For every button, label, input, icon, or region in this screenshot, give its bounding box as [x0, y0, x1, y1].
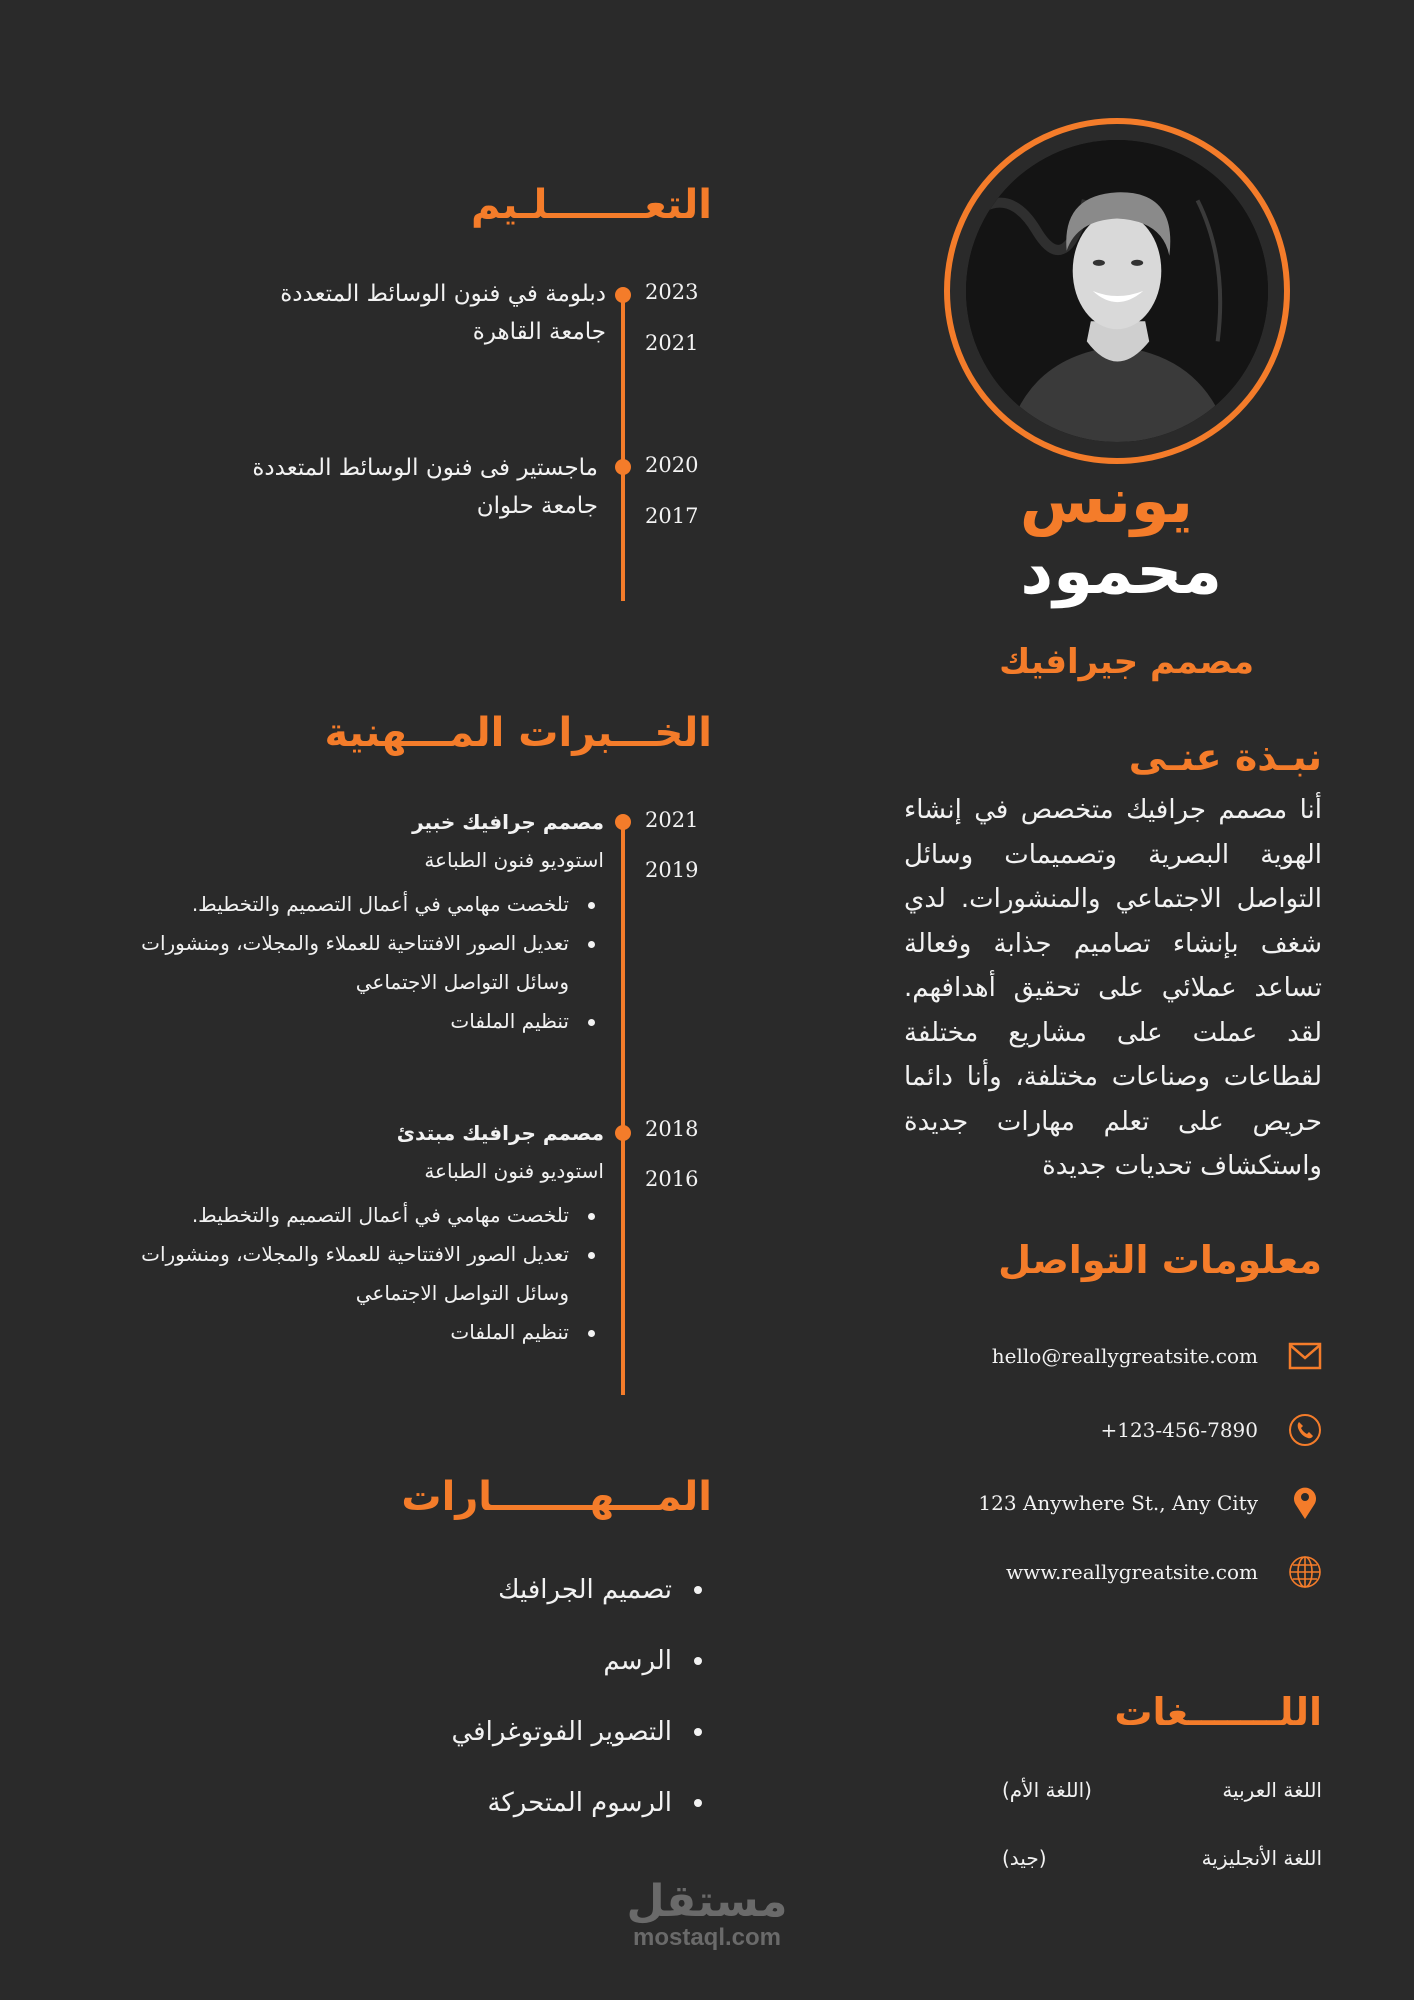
experience-company: استوديو فنون الطباعة	[424, 1159, 604, 1183]
task-item: تعديل الصور الافتتاحية للعملاء والمجلات، ومنشورات	[141, 1235, 569, 1274]
timeline-dot	[615, 814, 631, 830]
address-value: 123 Anywhere St., Any City	[978, 1491, 1258, 1515]
contact-website[interactable]	[922, 1552, 1322, 1592]
experience-heading: الخـــبرات المـــهنية	[324, 710, 712, 756]
contact-email[interactable]	[922, 1336, 1322, 1376]
mostaql-watermark	[620, 1876, 794, 1951]
watermark-arabic: مستقل	[626, 1876, 788, 1927]
task-item: تعديل الصور الافتتاحية للعملاء والمجلات، ومنشورات	[141, 924, 569, 963]
education-degree: ماجستير فى فنون الوسائط المتعددة	[252, 455, 598, 481]
last-name: محمود	[1020, 535, 1222, 609]
education-timeline	[621, 295, 625, 601]
first-name: يونس	[1019, 464, 1193, 537]
language-level: (جيد)	[1002, 1846, 1047, 1870]
person-silhouette-icon	[966, 140, 1268, 442]
website-value[interactable]: www.reallygreatsite.com	[1005, 1560, 1258, 1584]
contact-heading: معلومات التواصل	[998, 1238, 1322, 1282]
task-item: تنظيم الملفات	[141, 1313, 569, 1352]
language-item	[1002, 1778, 1322, 1802]
education-entry	[280, 275, 606, 351]
timeline-dot	[615, 1125, 631, 1141]
globe-icon	[1288, 1555, 1322, 1589]
experience-company: استوديو فنون الطباعة	[424, 848, 604, 872]
languages-heading: اللـــــــغات	[1114, 1690, 1322, 1734]
task-item: تنظيم الملفات	[141, 1002, 569, 1041]
timeline-dot	[615, 287, 631, 303]
task-item: تلخصت مهامي في أعمال التصميم والتخطيط.	[141, 885, 569, 924]
education-year-start: 2017	[645, 504, 699, 528]
skills-list	[452, 1570, 672, 1854]
experience-timeline	[621, 822, 625, 1395]
profile-photo	[966, 140, 1268, 442]
skill-item: التصوير الفوتوغرافي	[452, 1712, 672, 1783]
experience-year-start: 2016	[645, 1167, 699, 1191]
education-institution: جامعة حلوان	[476, 493, 598, 519]
experience-role: مصمم جرافيك خبير	[412, 810, 604, 834]
education-year-end: 2023	[645, 280, 699, 304]
job-title: مصمم جيرافيك	[999, 642, 1254, 682]
experience-tasks	[141, 1196, 569, 1352]
task-item-continued: وسائل التواصل الاجتماعي	[355, 970, 569, 994]
language-name: اللغة العربية	[1222, 1778, 1322, 1802]
contact-address	[922, 1483, 1322, 1523]
about-text: أنا مصمم جرافيك متخصص في إنشاء الهوية البصرية وتصميمات وسائل التواصل الاجتماعي والمنشورات. لدي شغف بإنشاء تصاميم جذابة وفعالة تساعد عملائي على تحقيق أهدافهم. لقد عملت على مشاريع مختلفة لقطاعات وصناعات مختلفة، وأنا دائما حريص على تعلم مهارات جديدة واستكشاف تحديات جديدة	[904, 795, 1322, 1181]
watermark-latin: mostaql.com	[632, 1924, 782, 1951]
language-item	[1002, 1846, 1322, 1870]
contact-phone[interactable]	[922, 1410, 1322, 1450]
experience-entry	[412, 803, 604, 879]
education-institution: جامعة القاهرة	[472, 319, 606, 345]
experience-year-start: 2019	[645, 858, 699, 882]
experience-role: مصمم جرافيك مبتدئ	[396, 1121, 604, 1145]
education-degree: دبلومة في فنون الوسائط المتعددة	[280, 281, 606, 307]
skills-heading: المـــهـــــــارات	[401, 1474, 712, 1520]
education-year-start: 2021	[645, 331, 699, 355]
skill-item: الرسم	[452, 1641, 672, 1712]
email-value[interactable]: hello@reallygreatsite.com	[991, 1344, 1258, 1368]
skill-item: تصميم الجرافيك	[452, 1570, 672, 1641]
language-level: (اللغة الأم)	[1002, 1778, 1092, 1802]
experience-year-end: 2018	[645, 1117, 699, 1141]
experience-tasks	[141, 885, 569, 1041]
about-heading: نبـذة عنـى	[1128, 735, 1322, 779]
phone-icon	[1288, 1413, 1322, 1447]
education-year-end: 2020	[645, 453, 699, 477]
task-item-continued: وسائل التواصل الاجتماعي	[355, 1281, 569, 1305]
language-name: اللغة الأنجليزية	[1201, 1846, 1322, 1870]
education-heading: التعـــــــلـيم	[470, 182, 712, 228]
task-item: تلخصت مهامي في أعمال التصميم والتخطيط.	[141, 1196, 569, 1235]
location-icon	[1288, 1486, 1322, 1520]
experience-entry	[397, 1114, 604, 1190]
experience-year-end: 2021	[645, 808, 699, 832]
timeline-dot	[615, 459, 631, 475]
education-entry	[252, 449, 598, 525]
phone-value[interactable]: +123-456-7890	[1100, 1418, 1258, 1442]
skill-item: الرسوم المتحركة	[452, 1783, 672, 1854]
email-icon	[1288, 1339, 1322, 1373]
